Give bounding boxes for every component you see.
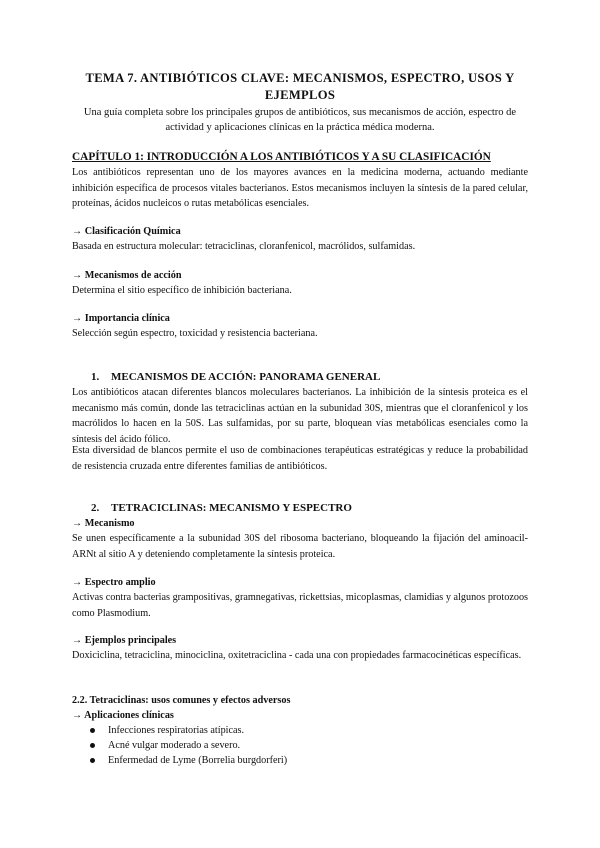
list-item [72, 738, 528, 753]
section-title: MECANISMOS DE ACCIÓN: PANORAMA GENERAL [111, 371, 381, 383]
item-heading: → Mecanismos de acción [72, 270, 182, 281]
section-1-paragraph: Esta diversidad de blancos permite el uso de combinaciones terapéuticas estratégicas y reduce la probabilidad de resistencia cruzada entre diferentes familias de antibióticos. [72, 445, 528, 472]
list-item-text: Infecciones respiratorias atípicas. [108, 725, 245, 736]
chapter-1-item [72, 224, 528, 255]
item-heading: → Clasificación Química [72, 226, 181, 237]
section-2-item [72, 633, 528, 664]
section-1-paragraph: Los antibióticos atacan diferentes blancos moleculares bacterianos. La inhibición de la síntesis proteica es el mecanismo más común, donde las tetraciclinas actúan en la subunidad 30S, mientras que el cloranfenicol y los macrólidos lo hacen en la 50S. Las sulfamidas, por su parte, bloquean vías metabólicas esenciales como la síntesis del ácido fólico. [72, 387, 528, 445]
item-heading: → Importancia clínica [72, 313, 170, 324]
item-heading: → Mecanismo [72, 518, 135, 529]
list-item-text: Acné vulgar moderado a severo. [108, 740, 241, 751]
item-text: Basada en estructura molecular: tetraciclinas, cloranfenicol, macrólidos, sulfamidas. [72, 241, 416, 252]
bullet-icon [90, 758, 95, 763]
item-text: Se unen específicamente a la subunidad 30S del ribosoma bacteriano, bloqueando la fijación del aminoacil-ARNt al sitio A y deteniendo completamente la síntesis proteica. [72, 533, 528, 560]
section-2-2-heading: 2.2. Tetraciclinas: usos comunes y efectos adversos [72, 695, 291, 706]
item-text: Determina el sitio específico de inhibición bacteriana. [72, 285, 292, 296]
section-1-heading [91, 370, 380, 385]
section-2-2 [72, 693, 528, 768]
section-number: 2. [91, 502, 100, 514]
section-2-item [72, 516, 528, 562]
item-text: Doxiciclina, tetraciclina, minociclina, oxitetraciclina - cada una con propiedades farmacocinéticas específicas. [72, 650, 522, 661]
item-heading: → Espectro amplio [72, 577, 156, 588]
chapter-1-item [72, 268, 528, 299]
section-2-item [72, 575, 528, 621]
section-title: TETRACICLINAS: MECANISMO Y ESPECTRO [111, 502, 352, 514]
applications-list [72, 723, 528, 768]
chapter-1-heading: CAPÍTULO 1: INTRODUCCIÓN A LOS ANTIBIÓTICOS Y A SU CLASIFICACIÓN [72, 151, 491, 163]
list-item [72, 723, 528, 738]
bullet-icon [90, 728, 95, 733]
bullet-icon [90, 743, 95, 748]
document-title: TEMA 7. ANTIBIÓTICOS CLAVE: MECANISMOS, ESPECTRO, USOS Y EJEMPLOS [85, 71, 515, 102]
section-2-heading [91, 501, 352, 516]
item-heading: → Ejemplos principales [72, 635, 177, 646]
item-text: Activas contra bacterias grampositivas, gramnegativas, rickettsias, micoplasmas, clamidias y algunos protozoos como Plasmodium. [72, 592, 528, 619]
chapter-1-intro: Los antibióticos representan uno de los mayores avances en la medicina moderna, actuando mediante inhibición específica de procesos vitales bacterianos. Estos mecanismos incluyen la síntesis de la pared celular, proteínas, ácidos nucleicos o rutas metabólicas esenciales. [72, 167, 528, 209]
chapter-1-item [72, 311, 528, 342]
section-2-2-subheading: → Aplicaciones clínicas [72, 710, 174, 721]
section-number: 1. [91, 371, 100, 383]
item-text: Selección según espectro, toxicidad y resistencia bacteriana. [72, 328, 318, 339]
document-subtitle: Una guía completa sobre los principales grupos de antibióticos, sus mecanismos de acción, espectro de actividad y aplicaciones clínicas en la práctica médica moderna. [83, 107, 517, 133]
list-item [72, 753, 528, 768]
list-item-text: Enfermedad de Lyme (Borrelia burgdorferi) [108, 755, 288, 766]
